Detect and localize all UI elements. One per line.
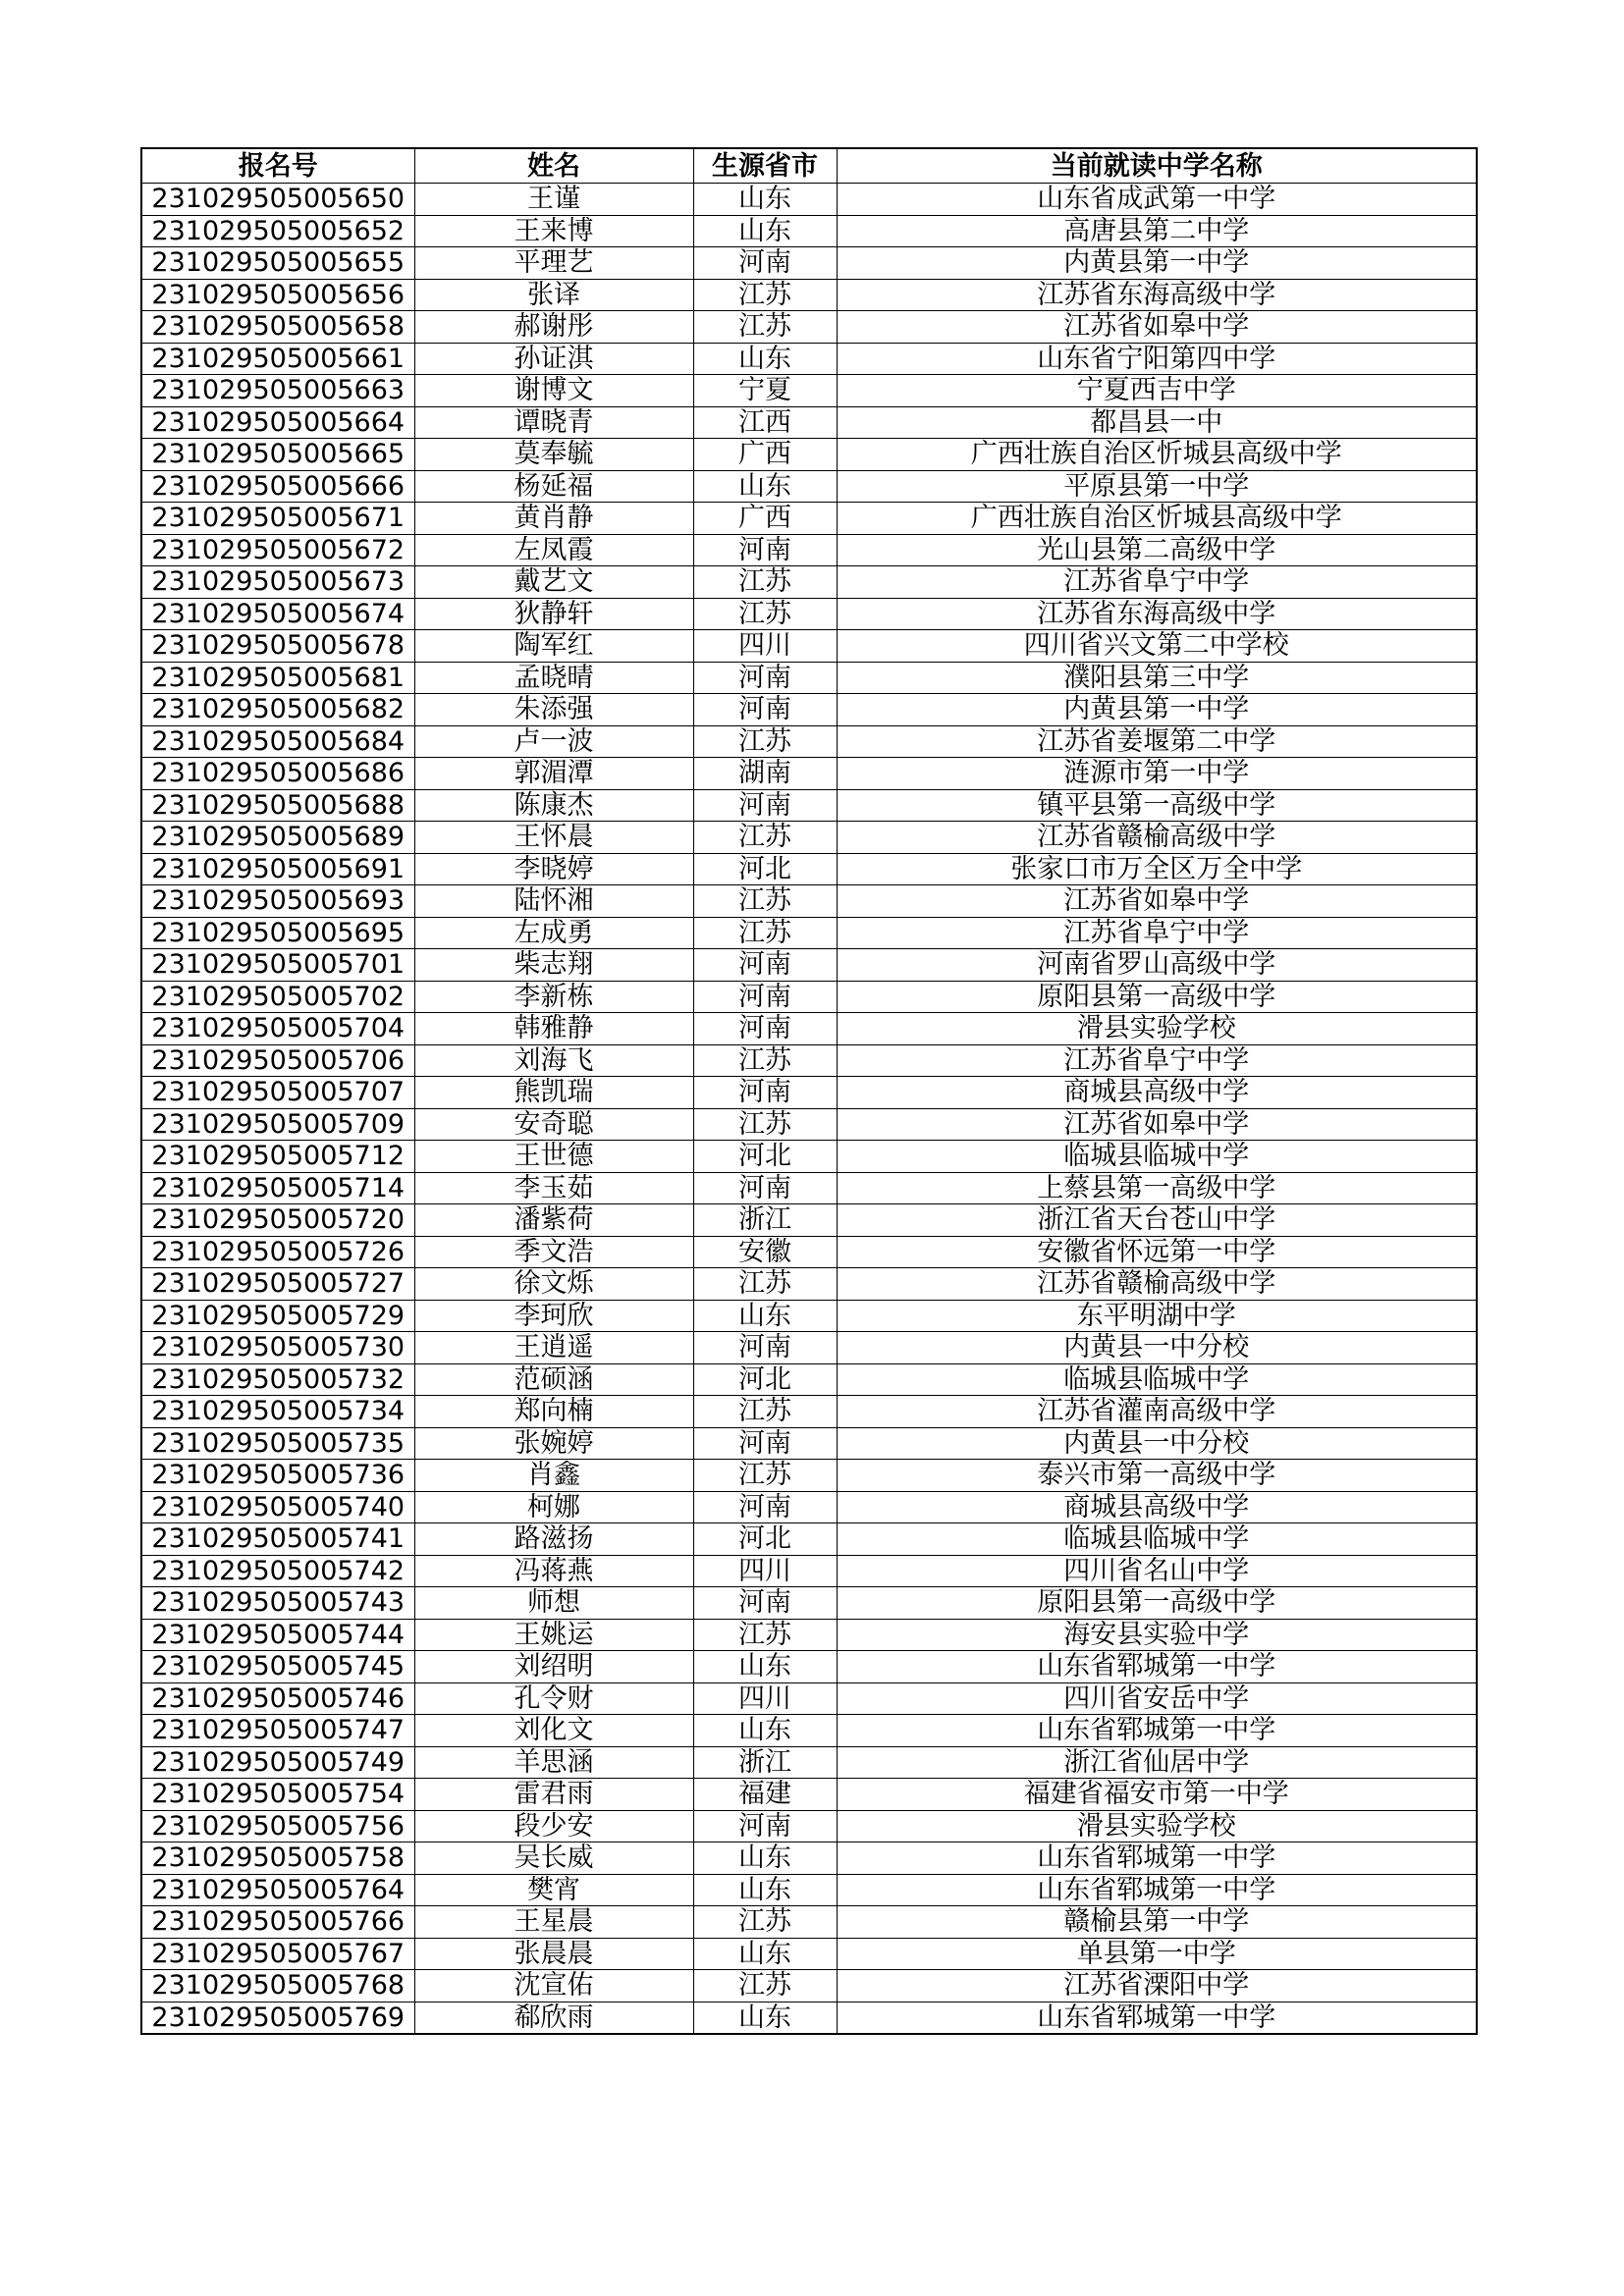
- cell-school: 高唐县第二中学: [837, 215, 1477, 247]
- cell-province: 河北: [693, 1141, 837, 1173]
- cell-province: 广西: [693, 439, 837, 471]
- cell-registration-number: 231029505005758: [141, 1842, 414, 1875]
- cell-registration-number: 231029505005736: [141, 1460, 414, 1492]
- cell-name: 王来博: [414, 215, 693, 247]
- table-row: [141, 1013, 1477, 1045]
- cell-province: 安徽: [693, 1236, 837, 1268]
- cell-province: 河南: [693, 1172, 837, 1204]
- table-row: [141, 1204, 1477, 1237]
- cell-province: 江苏: [693, 1970, 837, 2002]
- header-row: [141, 148, 1477, 184]
- cell-school: 滑县实验学校: [837, 1013, 1477, 1045]
- cell-province: 山东: [693, 1842, 837, 1875]
- cell-name: 樊宵: [414, 1874, 693, 1906]
- cell-registration-number: 231029505005754: [141, 1779, 414, 1811]
- cell-province: 浙江: [693, 1204, 837, 1237]
- table-row: [141, 1682, 1477, 1715]
- table-row: [141, 1555, 1477, 1587]
- cell-name: 王谨: [414, 184, 693, 216]
- table-body: [141, 184, 1477, 2035]
- table-row: [141, 981, 1477, 1013]
- applicant-table: [140, 147, 1478, 2035]
- table-row: [141, 247, 1477, 280]
- table-row: [141, 439, 1477, 471]
- table-row: [141, 2002, 1477, 2034]
- table-row: [141, 598, 1477, 630]
- cell-school: 山东省郓城第一中学: [837, 2002, 1477, 2034]
- cell-school: 江苏省阜宁中学: [837, 566, 1477, 599]
- cell-name: 左成勇: [414, 917, 693, 949]
- cell-province: 江苏: [693, 311, 837, 344]
- cell-school: 四川省兴文第二中学校: [837, 630, 1477, 663]
- table-row: [141, 1779, 1477, 1811]
- cell-name: 韩雅静: [414, 1013, 693, 1045]
- cell-school: 浙江省天台苍山中学: [837, 1204, 1477, 1237]
- table-row: [141, 279, 1477, 311]
- cell-name: 狄静轩: [414, 598, 693, 630]
- table-row: [141, 1715, 1477, 1747]
- table-row: [141, 1363, 1477, 1396]
- cell-province: 河南: [693, 1587, 837, 1620]
- cell-province: 江苏: [693, 1906, 837, 1939]
- cell-province: 河南: [693, 1491, 837, 1523]
- cell-province: 宁夏: [693, 375, 837, 407]
- cell-province: 河南: [693, 534, 837, 566]
- cell-name: 郭湄潭: [414, 758, 693, 790]
- table-row: [141, 1460, 1477, 1492]
- table-row: [141, 1396, 1477, 1428]
- cell-province: 山东: [693, 1938, 837, 1970]
- cell-registration-number: 231029505005701: [141, 949, 414, 982]
- cell-name: 熊凯瑞: [414, 1077, 693, 1109]
- cell-name: 平理艺: [414, 247, 693, 280]
- cell-registration-number: 231029505005741: [141, 1523, 414, 1556]
- cell-name: 柯娜: [414, 1491, 693, 1523]
- table-row: [141, 853, 1477, 885]
- cell-province: 河南: [693, 662, 837, 694]
- cell-registration-number: 231029505005652: [141, 215, 414, 247]
- cell-name: 李新栋: [414, 981, 693, 1013]
- table-row: [141, 1141, 1477, 1173]
- cell-school: 内黄县第一中学: [837, 694, 1477, 726]
- table-row: [141, 630, 1477, 663]
- cell-name: 张译: [414, 279, 693, 311]
- cell-school: 江苏省赣榆高级中学: [837, 1268, 1477, 1301]
- cell-name: 冯蒋燕: [414, 1555, 693, 1587]
- cell-name: 张婉婷: [414, 1427, 693, 1460]
- cell-name: 徐文烁: [414, 1268, 693, 1301]
- cell-province: 江苏: [693, 566, 837, 599]
- header-name: 姓名: [414, 148, 693, 184]
- cell-name: 郑向楠: [414, 1396, 693, 1428]
- cell-name: 王怀晨: [414, 822, 693, 854]
- header-province: 生源省市: [693, 148, 837, 184]
- cell-school: 江苏省阜宁中学: [837, 1044, 1477, 1077]
- cell-province: 福建: [693, 1779, 837, 1811]
- cell-school: 江苏省溧阳中学: [837, 1970, 1477, 2002]
- cell-name: 安奇聪: [414, 1108, 693, 1141]
- cell-school: 广西壮族自治区忻城县高级中学: [837, 503, 1477, 535]
- cell-school: 临城县临城中学: [837, 1363, 1477, 1396]
- cell-province: 江苏: [693, 885, 837, 918]
- cell-province: 山东: [693, 184, 837, 216]
- cell-province: 河南: [693, 1427, 837, 1460]
- cell-registration-number: 231029505005674: [141, 598, 414, 630]
- table-row: [141, 1746, 1477, 1779]
- cell-name: 郝谢彤: [414, 311, 693, 344]
- cell-province: 湖南: [693, 758, 837, 790]
- table-row: [141, 566, 1477, 599]
- cell-registration-number: 231029505005686: [141, 758, 414, 790]
- cell-registration-number: 231029505005702: [141, 981, 414, 1013]
- cell-name: 张晨晨: [414, 1938, 693, 1970]
- cell-name: 黄肖静: [414, 503, 693, 535]
- cell-registration-number: 231029505005707: [141, 1077, 414, 1109]
- cell-school: 赣榆县第一中学: [837, 1906, 1477, 1939]
- cell-province: 江苏: [693, 279, 837, 311]
- cell-registration-number: 231029505005666: [141, 470, 414, 503]
- cell-name: 李玉茹: [414, 1172, 693, 1204]
- table-row: [141, 184, 1477, 216]
- cell-registration-number: 231029505005682: [141, 694, 414, 726]
- cell-province: 江苏: [693, 1396, 837, 1428]
- cell-name: 戴艺文: [414, 566, 693, 599]
- cell-registration-number: 231029505005742: [141, 1555, 414, 1587]
- cell-school: 浙江省仙居中学: [837, 1746, 1477, 1779]
- cell-name: 沈宣佑: [414, 1970, 693, 2002]
- cell-school: 江苏省东海高级中学: [837, 279, 1477, 311]
- table-row: [141, 662, 1477, 694]
- cell-school: 山东省宁阳第四中学: [837, 343, 1477, 375]
- table-row: [141, 1906, 1477, 1939]
- cell-registration-number: 231029505005743: [141, 1587, 414, 1620]
- cell-name: 刘海飞: [414, 1044, 693, 1077]
- cell-registration-number: 231029505005740: [141, 1491, 414, 1523]
- cell-registration-number: 231029505005746: [141, 1682, 414, 1715]
- table-row: [141, 1619, 1477, 1651]
- cell-school: 江苏省赣榆高级中学: [837, 822, 1477, 854]
- table-row: [141, 917, 1477, 949]
- cell-province: 河北: [693, 853, 837, 885]
- cell-province: 山东: [693, 1874, 837, 1906]
- table-row: [141, 885, 1477, 918]
- cell-name: 雷君雨: [414, 1779, 693, 1811]
- cell-registration-number: 231029505005766: [141, 1906, 414, 1939]
- cell-registration-number: 231029505005681: [141, 662, 414, 694]
- cell-registration-number: 231029505005658: [141, 311, 414, 344]
- cell-school: 濮阳县第三中学: [837, 662, 1477, 694]
- cell-name: 路滋扬: [414, 1523, 693, 1556]
- cell-name: 孔令财: [414, 1682, 693, 1715]
- cell-registration-number: 231029505005714: [141, 1172, 414, 1204]
- cell-school: 平原县第一中学: [837, 470, 1477, 503]
- cell-school: 上蔡县第一高级中学: [837, 1172, 1477, 1204]
- cell-name: 范硕涵: [414, 1363, 693, 1396]
- cell-province: 山东: [693, 1715, 837, 1747]
- table-row: [141, 311, 1477, 344]
- cell-registration-number: 231029505005663: [141, 375, 414, 407]
- cell-name: 谭晓青: [414, 406, 693, 439]
- cell-name: 陆怀湘: [414, 885, 693, 918]
- cell-registration-number: 231029505005655: [141, 247, 414, 280]
- table-row: [141, 1236, 1477, 1268]
- cell-province: 河北: [693, 1363, 837, 1396]
- cell-school: 张家口市万全区万全中学: [837, 853, 1477, 885]
- cell-school: 海安县实验中学: [837, 1619, 1477, 1651]
- table-row: [141, 1651, 1477, 1683]
- cell-name: 柴志翔: [414, 949, 693, 982]
- table-row: [141, 534, 1477, 566]
- table-row: [141, 1332, 1477, 1364]
- cell-province: 河南: [693, 1013, 837, 1045]
- cell-province: 山东: [693, 215, 837, 247]
- cell-school: 山东省郓城第一中学: [837, 1715, 1477, 1747]
- cell-registration-number: 231029505005726: [141, 1236, 414, 1268]
- header-school: 当前就读中学名称: [837, 148, 1477, 184]
- table-row: [141, 1810, 1477, 1842]
- table-row: [141, 375, 1477, 407]
- cell-registration-number: 231029505005756: [141, 1810, 414, 1842]
- cell-school: 商城县高级中学: [837, 1491, 1477, 1523]
- cell-registration-number: 231029505005706: [141, 1044, 414, 1077]
- cell-province: 江苏: [693, 1619, 837, 1651]
- cell-province: 河南: [693, 1077, 837, 1109]
- cell-name: 左凤霞: [414, 534, 693, 566]
- cell-name: 王逍遥: [414, 1332, 693, 1364]
- cell-province: 四川: [693, 1682, 837, 1715]
- cell-school: 江苏省如皋中学: [837, 311, 1477, 344]
- table-row: [141, 1300, 1477, 1332]
- cell-school: 安徽省怀远第一中学: [837, 1236, 1477, 1268]
- cell-province: 河北: [693, 1523, 837, 1556]
- cell-school: 江苏省阜宁中学: [837, 917, 1477, 949]
- cell-school: 江苏省如皋中学: [837, 1108, 1477, 1141]
- cell-school: 临城县临城中学: [837, 1523, 1477, 1556]
- cell-province: 浙江: [693, 1746, 837, 1779]
- cell-registration-number: 231029505005672: [141, 534, 414, 566]
- cell-name: 谢博文: [414, 375, 693, 407]
- cell-name: 孟晓晴: [414, 662, 693, 694]
- cell-registration-number: 231029505005664: [141, 406, 414, 439]
- cell-registration-number: 231029505005768: [141, 1970, 414, 2002]
- cell-registration-number: 231029505005734: [141, 1396, 414, 1428]
- cell-name: 王世德: [414, 1141, 693, 1173]
- cell-registration-number: 231029505005650: [141, 184, 414, 216]
- cell-school: 内黄县第一中学: [837, 247, 1477, 280]
- table-row: [141, 1044, 1477, 1077]
- table-row: [141, 1108, 1477, 1141]
- cell-registration-number: 231029505005712: [141, 1141, 414, 1173]
- cell-registration-number: 231029505005665: [141, 439, 414, 471]
- table-row: [141, 758, 1477, 790]
- cell-school: 江苏省如皋中学: [837, 885, 1477, 918]
- cell-school: 江苏省灌南高级中学: [837, 1396, 1477, 1428]
- cell-registration-number: 231029505005729: [141, 1300, 414, 1332]
- cell-province: 山东: [693, 343, 837, 375]
- cell-name: 吴长威: [414, 1842, 693, 1875]
- cell-registration-number: 231029505005769: [141, 2002, 414, 2034]
- table-row: [141, 1874, 1477, 1906]
- cell-registration-number: 231029505005745: [141, 1651, 414, 1683]
- table-row: [141, 1077, 1477, 1109]
- cell-name: 刘化文: [414, 1715, 693, 1747]
- cell-registration-number: 231029505005689: [141, 822, 414, 854]
- cell-name: 陈康杰: [414, 789, 693, 822]
- cell-school: 镇平县第一高级中学: [837, 789, 1477, 822]
- cell-registration-number: 231029505005732: [141, 1363, 414, 1396]
- cell-name: 杨延福: [414, 470, 693, 503]
- table-row: [141, 343, 1477, 375]
- cell-registration-number: 231029505005720: [141, 1204, 414, 1237]
- cell-province: 河南: [693, 949, 837, 982]
- cell-registration-number: 231029505005727: [141, 1268, 414, 1301]
- cell-province: 山东: [693, 1651, 837, 1683]
- table-row: [141, 822, 1477, 854]
- cell-name: 师想: [414, 1587, 693, 1620]
- cell-school: 泰兴市第一高级中学: [837, 1460, 1477, 1492]
- cell-name: 陶军红: [414, 630, 693, 663]
- cell-registration-number: 231029505005747: [141, 1715, 414, 1747]
- cell-province: 山东: [693, 1300, 837, 1332]
- cell-school: 都昌县一中: [837, 406, 1477, 439]
- table-row: [141, 694, 1477, 726]
- cell-school: 临城县临城中学: [837, 1141, 1477, 1173]
- cell-registration-number: 231029505005749: [141, 1746, 414, 1779]
- cell-province: 江苏: [693, 917, 837, 949]
- cell-province: 河南: [693, 1332, 837, 1364]
- cell-school: 滑县实验学校: [837, 1810, 1477, 1842]
- table-row: [141, 1427, 1477, 1460]
- cell-registration-number: 231029505005767: [141, 1938, 414, 1970]
- cell-school: 山东省成武第一中学: [837, 184, 1477, 216]
- cell-name: 王姚运: [414, 1619, 693, 1651]
- table-row: [141, 406, 1477, 439]
- cell-name: 莫奉毓: [414, 439, 693, 471]
- cell-registration-number: 231029505005764: [141, 1874, 414, 1906]
- cell-province: 河南: [693, 1810, 837, 1842]
- table-row: [141, 1587, 1477, 1620]
- cell-province: 河南: [693, 789, 837, 822]
- cell-province: 江西: [693, 406, 837, 439]
- cell-school: 四川省名山中学: [837, 1555, 1477, 1587]
- table-row: [141, 503, 1477, 535]
- cell-province: 山东: [693, 470, 837, 503]
- cell-registration-number: 231029505005684: [141, 725, 414, 758]
- cell-name: 刘绍明: [414, 1651, 693, 1683]
- cell-name: 郗欣雨: [414, 2002, 693, 2034]
- table-row: [141, 1938, 1477, 1970]
- table-row: [141, 1970, 1477, 2002]
- cell-school: 东平明湖中学: [837, 1300, 1477, 1332]
- cell-registration-number: 231029505005673: [141, 566, 414, 599]
- cell-school: 原阳县第一高级中学: [837, 981, 1477, 1013]
- cell-province: 河南: [693, 247, 837, 280]
- cell-school: 广西壮族自治区忻城县高级中学: [837, 439, 1477, 471]
- table-row: [141, 949, 1477, 982]
- cell-province: 江苏: [693, 598, 837, 630]
- cell-name: 季文浩: [414, 1236, 693, 1268]
- cell-school: 四川省安岳中学: [837, 1682, 1477, 1715]
- cell-school: 江苏省姜堰第二中学: [837, 725, 1477, 758]
- cell-school: 山东省郓城第一中学: [837, 1651, 1477, 1683]
- cell-registration-number: 231029505005693: [141, 885, 414, 918]
- cell-school: 光山县第二高级中学: [837, 534, 1477, 566]
- cell-registration-number: 231029505005704: [141, 1013, 414, 1045]
- cell-school: 原阳县第一高级中学: [837, 1587, 1477, 1620]
- cell-name: 段少安: [414, 1810, 693, 1842]
- cell-province: 江苏: [693, 725, 837, 758]
- table-row: [141, 1172, 1477, 1204]
- cell-province: 江苏: [693, 1460, 837, 1492]
- table-row: [141, 215, 1477, 247]
- cell-registration-number: 231029505005656: [141, 279, 414, 311]
- cell-registration-number: 231029505005691: [141, 853, 414, 885]
- cell-province: 山东: [693, 2002, 837, 2034]
- cell-name: 孙证淇: [414, 343, 693, 375]
- cell-school: 单县第一中学: [837, 1938, 1477, 1970]
- cell-school: 内黄县一中分校: [837, 1332, 1477, 1364]
- cell-school: 宁夏西吉中学: [837, 375, 1477, 407]
- table-row: [141, 1523, 1477, 1556]
- header-registration-number: 报名号: [141, 148, 414, 184]
- cell-province: 广西: [693, 503, 837, 535]
- cell-name: 李晓婷: [414, 853, 693, 885]
- cell-registration-number: 231029505005678: [141, 630, 414, 663]
- cell-school: 内黄县一中分校: [837, 1427, 1477, 1460]
- table-row: [141, 1491, 1477, 1523]
- cell-province: 河南: [693, 981, 837, 1013]
- cell-name: 李珂欣: [414, 1300, 693, 1332]
- table-row: [141, 470, 1477, 503]
- cell-province: 四川: [693, 630, 837, 663]
- table-row: [141, 1268, 1477, 1301]
- cell-school: 江苏省东海高级中学: [837, 598, 1477, 630]
- cell-name: 王星晨: [414, 1906, 693, 1939]
- cell-province: 江苏: [693, 1268, 837, 1301]
- cell-school: 山东省郓城第一中学: [837, 1842, 1477, 1875]
- table-row: [141, 725, 1477, 758]
- table-row: [141, 1842, 1477, 1875]
- cell-school: 河南省罗山高级中学: [837, 949, 1477, 982]
- cell-registration-number: 231029505005661: [141, 343, 414, 375]
- cell-registration-number: 231029505005671: [141, 503, 414, 535]
- cell-school: 商城县高级中学: [837, 1077, 1477, 1109]
- cell-province: 江苏: [693, 822, 837, 854]
- cell-school: 山东省郓城第一中学: [837, 1874, 1477, 1906]
- cell-name: 潘紫荷: [414, 1204, 693, 1237]
- cell-name: 羊思涵: [414, 1746, 693, 1779]
- cell-registration-number: 231029505005688: [141, 789, 414, 822]
- cell-name: 肖鑫: [414, 1460, 693, 1492]
- cell-school: 福建省福安市第一中学: [837, 1779, 1477, 1811]
- cell-registration-number: 231029505005744: [141, 1619, 414, 1651]
- cell-province: 四川: [693, 1555, 837, 1587]
- cell-province: 河南: [693, 694, 837, 726]
- cell-registration-number: 231029505005695: [141, 917, 414, 949]
- cell-name: 卢一波: [414, 725, 693, 758]
- cell-registration-number: 231029505005735: [141, 1427, 414, 1460]
- cell-province: 江苏: [693, 1044, 837, 1077]
- cell-registration-number: 231029505005709: [141, 1108, 414, 1141]
- cell-name: 朱添强: [414, 694, 693, 726]
- cell-school: 涟源市第一中学: [837, 758, 1477, 790]
- table-row: [141, 789, 1477, 822]
- cell-province: 江苏: [693, 1108, 837, 1141]
- cell-registration-number: 231029505005730: [141, 1332, 414, 1364]
